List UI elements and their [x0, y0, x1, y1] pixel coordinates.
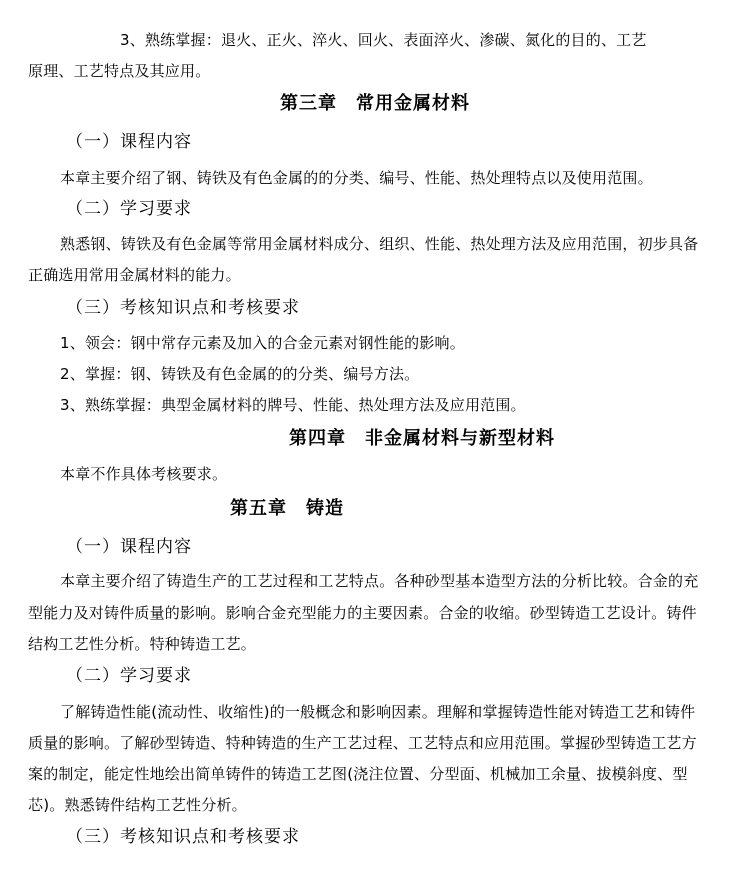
- ch5-section1-heading: （一）课程内容: [66, 537, 192, 557]
- ch5-section2-line4: 芯)。熟悉铸件结构工艺性分析。: [28, 796, 247, 814]
- ch5-section1-line2: 型能力及对铸件质量的影响。影响合金充型能力的主要因素。合金的收缩。砂型铸造工艺设计。铸件: [28, 604, 697, 622]
- ch2-item3-line2: 原理、工艺特点及其应用。: [28, 62, 211, 80]
- ch3-section3-heading: （三）考核知识点和考核要求: [66, 298, 300, 318]
- chapter-4-title: 第四章 非金属材料与新型材料: [289, 428, 555, 449]
- ch5-section3-heading: （三）考核知识点和考核要求: [66, 827, 300, 847]
- ch5-section2-heading: （二）学习要求: [66, 666, 192, 686]
- ch3-section2-line2: 正确选用常用金属材料的能力。: [28, 266, 241, 284]
- chapter-3-title: 第三章 常用金属材料: [280, 93, 470, 114]
- ch5-section2-line2: 质量的影响。了解砂型铸造、特种铸造的生产工艺过程、工艺特点和应用范围。掌握砂型铸造工艺方: [28, 734, 697, 752]
- ch3-section2-line1: 熟悉钢、铸铁及有色金属等常用金属材料成分、组织、性能、热处理方法及应用范围，初步具备: [60, 235, 699, 253]
- ch4-paragraph: 本章不作具体考核要求。: [60, 465, 228, 483]
- ch3-section2-heading: （二）学习要求: [66, 199, 192, 219]
- ch3-section3-item2: 2、掌握：钢、铸铁及有色金属的的分类、编号方法。: [60, 365, 420, 383]
- ch3-section1-paragraph: 本章主要介绍了钢、铸铁及有色金属的的分类、编号、性能、热处理特点以及使用范围。: [60, 169, 653, 187]
- chapter-5-title: 第五章 铸造: [230, 498, 344, 519]
- ch5-section2-line1: 了解铸造性能(流动性、收缩性)的一般概念和影响因素。理解和掌握铸造性能对铸造工艺和铸件: [60, 703, 696, 721]
- ch5-section1-line3: 结构工艺性分析。特种铸造工艺。: [28, 635, 257, 653]
- ch5-section1-line1: 本章主要介绍了铸造生产的工艺过程和工艺特点。各种砂型基本造型方法的分析比较。合金的充: [60, 572, 699, 590]
- ch2-item3-line1: 3、熟练掌握：退火、正火、淬火、回火、表面淬火、渗碳、氮化的目的、工艺: [120, 31, 647, 49]
- ch3-section3-item3: 3、熟练掌握：典型金属材料的牌号、性能、热处理方法及应用范围。: [60, 396, 526, 414]
- ch3-section3-item1: 1、领会：钢中常存元素及加入的合金元素对钢性能的影响。: [60, 334, 465, 352]
- ch5-section2-line3: 案的制定，能定性地绘出简单铸件的铸造工艺图(浇注位置、分型面、机械加工余量、拔模斜度、型: [28, 765, 688, 783]
- ch3-section1-heading: （一）课程内容: [66, 132, 192, 152]
